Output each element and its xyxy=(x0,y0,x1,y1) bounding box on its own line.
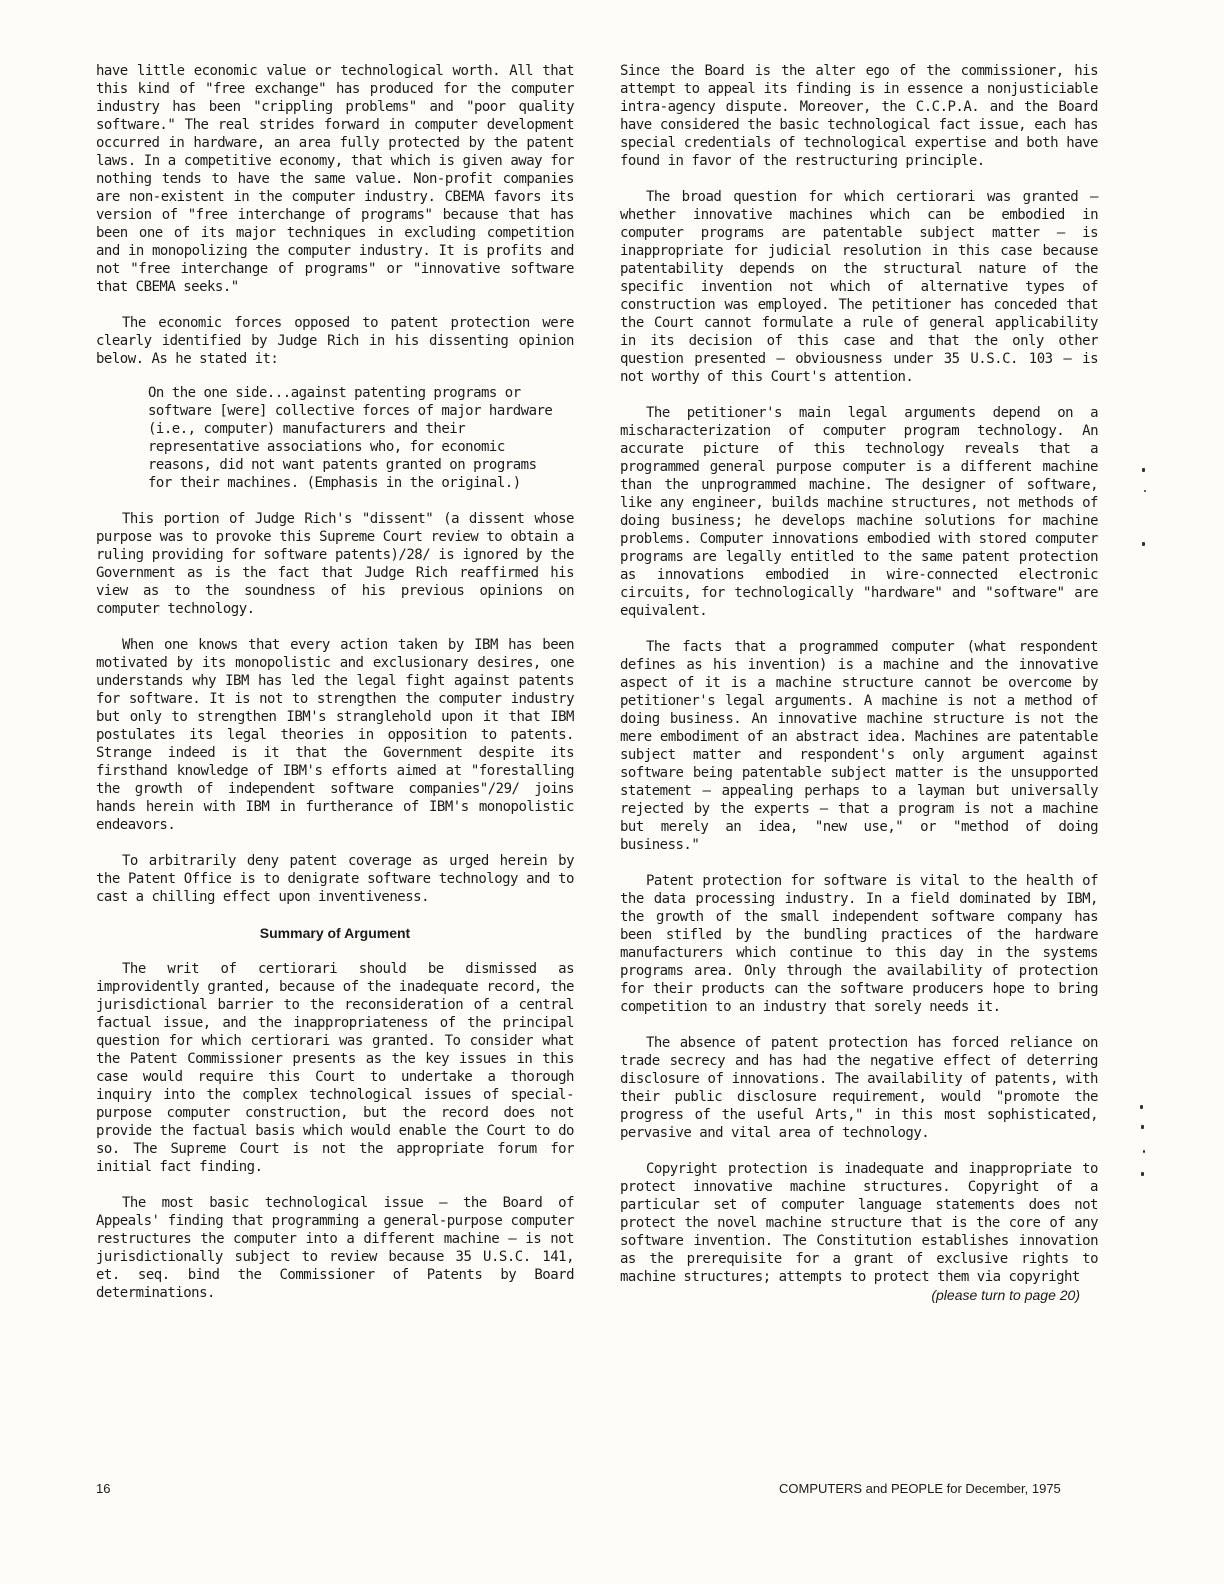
body-paragraph: Since the Board is the alter ego of the commissioner, his attempt to appeal its finding is in essence a nonjusticiable intra-agency dispute. Moreover, the C.C.P.A. and the Board have considered the basic technological fact issue, each has special credentials of technological expertise and both have found in favor of the restructuring principle. xyxy=(620,63,1098,169)
right-column xyxy=(620,62,1098,1304)
left-column xyxy=(96,62,574,1320)
body-paragraph: The petitioner's main legal arguments depend on a mischaracterization of computer program technology. An accurate picture of this technology reveals that a programmed general purpose computer is a different machine than the unprogrammed machine. The designer of software, like any engineer, builds machine structures, not methods of doing business; he develops machine solutions for machine problems. Computer innovations embodied with stored computer programs are legally entitled to the same patent protection as innovations embodied in wire-connected electronic circuits, for technologically "hardware" and "software" are equivalent. xyxy=(620,405,1098,619)
body-paragraph: The facts that a programmed computer (what respondent defines as his invention) is a machine and the innovative aspect of it is a machine structure cannot be overcome by petitioner's legal arguments. A machine is not a method of doing business. An innovative machine structure is not the mere embodiment of an abstract idea. Machines are patentable subject matter and respondent's only argument against software being patentable subject matter is the unsupported statement — appealing perhaps to a layman but universally rejected by the experts — that a program is not a machine but merely an idea, "new use," or "method of doing business." xyxy=(620,639,1098,853)
body-paragraph: The broad question for which certiorari was granted — whether innovative machines which can be embodied in computer programs are patentable subject matter — is inappropriate for judicial resolution in this case because patentability depends on the structural nature of the specific invention not which of alternative types of construction was employed. The petitioner has conceded that the Court cannot formulate a rule of general applicability in its decision of this case and that the only other question presented — obviousness under 35 U.S.C. 103 — is not worthy of this Court's attention. xyxy=(620,189,1098,385)
body-paragraph: The writ of certiorari should be dismissed as improvidently granted, because of the inadequate record, the jurisdictional barrier to the reconsideration of a central factual issue, and the inappropriateness of the principal question for which certiorari was granted. To consider what the Patent Commissioner presents as the key issues in this case would require this Court to undertake a thorough inquiry into the complex technological issues of special-purpose computer construction, but the record does not provide the factual basis which would enable the Court to do so. The Supreme Court is not the appropriate forum for initial fact finding. xyxy=(96,961,574,1175)
body-paragraph: Copyright protection is inadequate and inappropriate to protect innovative machine structures. Copyright of a particular set of computer language statements does not protect the novel machine structure that is the core of any software invention. The Constitution establishes innovation as the prerequisite for a grant of exclusive rights to machine structures; attempts to protect them via copyright xyxy=(620,1161,1098,1285)
body-paragraph: Patent protection for software is vital to the health of the data processing industry. In a field dominated by IBM, the growth of the small independent software company has been stifled by the bundling practices of the hardware manufacturers which continue to this day in the systems programs area. Only through the availability of protection for their products can the software producers hope to bring competition to an industry that sorely needs it. xyxy=(620,873,1098,1015)
body-paragraph: The economic forces opposed to patent protection were clearly identified by Judge Rich in his dissenting opinion below. As he stated it: xyxy=(96,315,574,367)
scan-specks xyxy=(1132,460,1162,1190)
continuation-note: (please turn to page 20) xyxy=(931,1287,1080,1303)
block-quote: On the one side...against patenting programs or software [were] collective forces of major hardware (i.e., computer) manufacturers and their representative associations who, for economic reasons, did not want patents granted on programs for their machines. (Emphasis in the original.) xyxy=(148,385,553,491)
body-paragraph: The absence of patent protection has forced reliance on trade secrecy and has had the negative effect of deterring disclosure of innovations. The availability of patents, with their public disclosure requirement, would "promote the progress of the useful Arts," in this most sophisticated, pervasive and vital area of technology. xyxy=(620,1035,1098,1141)
body-paragraph: When one knows that every action taken by IBM has been motivated by its monopolistic and exclusionary desires, one understands why IBM has led the legal fight against patents for software. It is not to strengthen the computer industry but only to strengthen IBM's stranglehold upon it that IBM postulates its legal theories in opposition to patents. Strange indeed is it that the Government despite its firsthand knowledge of IBM's efforts aimed at "forestalling the growth of independent software companies"/29/ joins hands herein with IBM in furtherance of IBM's monopolistic endeavors. xyxy=(96,637,574,833)
body-paragraph: The most basic technological issue — the Board of Appeals' finding that programming a general-purpose computer restructures the computer into a different machine — is not jurisdictionally subject to review because 35 U.S.C. 141, et. seq. bind the Commissioner of Patents by Board determinations. xyxy=(96,1195,574,1301)
section-heading: Summary of Argument xyxy=(259,925,411,941)
page-number: 16 xyxy=(96,1481,111,1496)
body-paragraph: To arbitrarily deny patent coverage as urged herein by the Patent Office is to denigrate software technology and to cast a chilling effect upon inventiveness. xyxy=(96,853,574,905)
body-paragraph: This portion of Judge Rich's "dissent" (a dissent whose purpose was to provoke this Supreme Court review to obtain a ruling providing for software patents)/28/ is ignored by the Government as is the fact that Judge Rich reaffirmed his view as to the soundness of his previous opinions on computer technology. xyxy=(96,511,574,617)
body-paragraph: have little economic value or technological worth. All that this kind of "free exchange" has produced for the computer industry has been "crippling problems" and "poor quality software." The real strides forward in computer development occurred in hardware, an area fully protected by the patent laws. In a competitive economy, that which is given away for nothing tends to have the same value. Non-profit companies are non-existent in the computer industry. CBEMA favors its version of "free interchange of programs" because that has been one of its major techniques in excluding competition and in monopolizing the computer industry. It is profits and not "free interchange of programs" or "innovative software that CBEMA seeks." xyxy=(96,63,574,295)
publication-footer: COMPUTERS and PEOPLE for December, 1975 xyxy=(779,1481,1061,1496)
